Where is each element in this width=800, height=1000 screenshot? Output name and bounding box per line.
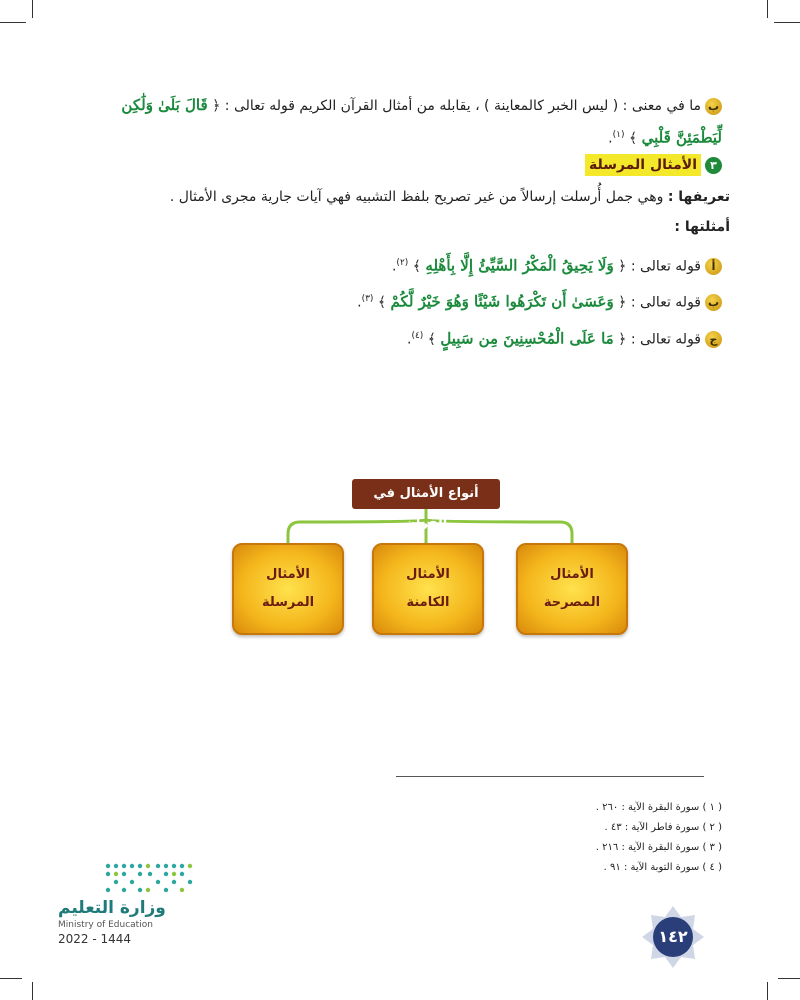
example-prefix: قوله تعالى : ﴿ xyxy=(618,294,701,311)
quran-verse: لِّيَطْمَئِنَّ قَلْبِي xyxy=(641,128,722,147)
footnote: ( ٢ ) سورة فاطر الآية : ٤٣ . xyxy=(604,822,722,833)
quran-verse: وَعَسَىٰ أَن تَكْرَهُوا شَيْئًا وَهُوَ خَيْرٌ لَّكُمْ xyxy=(390,292,614,311)
point-badge: ب xyxy=(705,98,722,115)
page-number: ١٤٢ xyxy=(658,927,688,946)
footnote: ( ١ ) سورة البقرة الآية : ٢٦٠ . xyxy=(595,802,722,813)
footnotes xyxy=(422,798,722,878)
period: . xyxy=(391,258,397,275)
footnote-ref: (٤) xyxy=(411,331,424,341)
example-prefix: قوله تعالى : ﴿ xyxy=(618,331,701,348)
quran-verse: مَا عَلَى الْمُحْسِنِينَ مِن سَبِيلٍ xyxy=(440,329,614,348)
verse-bracket: ﴾ xyxy=(377,294,387,311)
example-badge: ج xyxy=(705,331,722,348)
examples-label: أمثلتها : xyxy=(674,219,730,235)
box-line: الأمثال xyxy=(550,567,594,582)
quran-verse: قَالَ بَلَىٰ وَلَٰكِن xyxy=(121,96,208,114)
example-prefix: قوله تعالى : ﴿ xyxy=(618,258,701,275)
example-badge: ب xyxy=(705,294,722,311)
footnote: ( ٤ ) سورة التوبة الآية : ٩١ . xyxy=(603,862,722,873)
box-line: الكامنة xyxy=(406,595,450,610)
definition-label: تعريفها : xyxy=(667,189,730,205)
diagram-box-sent xyxy=(232,543,344,635)
box-line: الأمثال xyxy=(266,567,310,582)
ministry-name-arabic: وزارة التعليم xyxy=(58,898,166,918)
ministry-year: 2022 - 1444 xyxy=(58,932,132,946)
box-line: الأمثال xyxy=(406,567,450,582)
section-number-badge: ٣ xyxy=(705,157,722,174)
footnote-ref: (٣) xyxy=(361,294,374,304)
footnote-ref: (١) xyxy=(612,130,625,140)
footnote-divider xyxy=(396,776,704,777)
period: . xyxy=(608,130,613,147)
quran-verse: وَلَا يَحِيقُ الْمَكْرُ السَّيِّئُ إِلَّا بِأَهْلِهِ xyxy=(425,256,614,275)
ministry-logo xyxy=(58,858,208,946)
diagram-title: أنواع الأمثال في القرآن xyxy=(352,479,500,509)
verse-bracket: ﴾ xyxy=(427,331,436,348)
period: . xyxy=(357,294,362,311)
verse-bracket: ﴾ xyxy=(628,130,638,147)
connector-right xyxy=(426,520,572,543)
section-title: الأمثال المرسلة xyxy=(585,154,701,176)
ministry-dots-icon xyxy=(98,858,238,898)
example-badge: أ xyxy=(705,258,722,275)
footnote-ref: (٢) xyxy=(396,258,409,268)
footnote: ( ٣ ) سورة البقرة الآية : ٢١٦ . xyxy=(595,842,722,853)
ministry-name-english: Ministry of Education xyxy=(58,920,153,930)
diagram-box-latent xyxy=(372,543,484,635)
body-text: ما في معنى : ( ليس الخبر كالمعاينة ) ، يقابله من أمثال القرآن الكريم قوله تعالى : ﴿ xyxy=(212,98,701,114)
box-line: المرسلة xyxy=(261,595,315,610)
period: . xyxy=(406,331,412,348)
diagram-box-explicit xyxy=(516,543,628,635)
page-number-badge xyxy=(640,904,706,970)
box-line: المصرحة xyxy=(543,595,601,610)
definition-text: وهي جمل أُرسلت إرسالاً من غير تصريح بلفظ التشبيه فهي آيات جارية مجرى الأمثال . xyxy=(169,189,664,205)
verse-bracket: ﴾ xyxy=(412,258,421,275)
